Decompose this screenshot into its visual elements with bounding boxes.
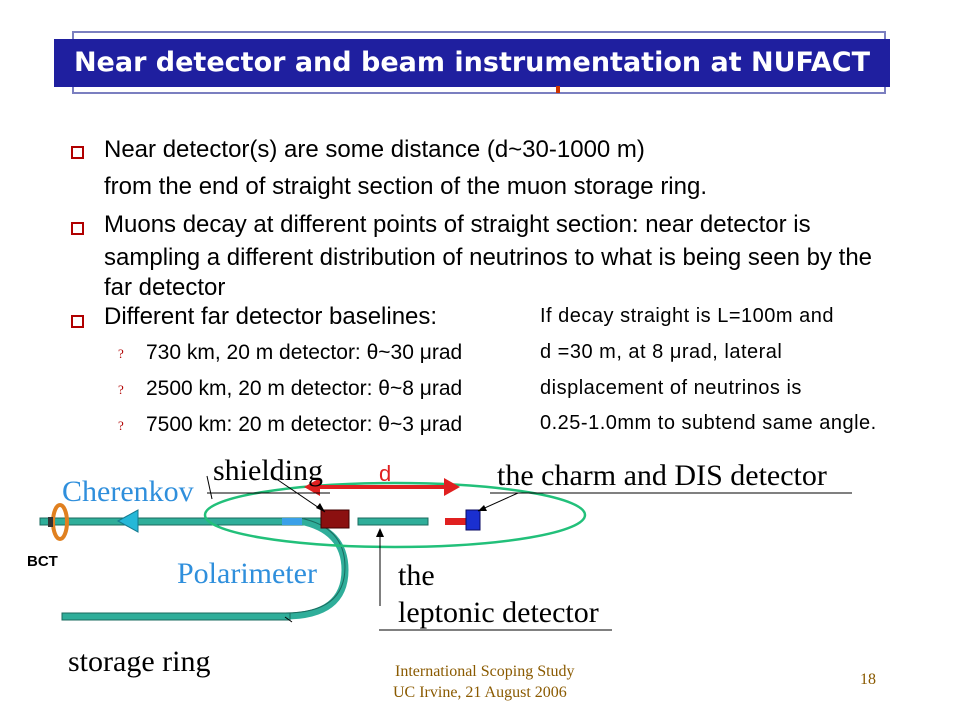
footer-date: UC Irvine, 21 August 2006 <box>393 684 567 701</box>
note-line-2: d =30 m, at 8 μrad, lateral <box>540 341 783 363</box>
shield-block <box>321 510 349 528</box>
charm-detector-label: the charm and DIS detector <box>497 459 827 492</box>
sub-marker-3: ? <box>118 418 124 433</box>
note-line-4: 0.25-1.0mm to subtend same angle. <box>540 412 877 434</box>
ring-marker <box>282 518 302 525</box>
leptonic-label-line-1: the <box>398 559 435 592</box>
baseline-item-2: 2500 km, 20 m detector: θ~8 μrad <box>146 377 463 400</box>
slide-title: Near detector and beam instrumentation at NUFACT <box>54 39 890 87</box>
cherenkov-detector <box>118 510 138 532</box>
sub-marker-2: ? <box>118 382 124 397</box>
note-line-3: displacement of neutrinos is <box>540 377 802 399</box>
pipe-segment <box>358 518 428 525</box>
red-target <box>445 518 467 525</box>
footer-event: International Scoping Study <box>395 663 575 680</box>
bullet-2-line-1: Muons decay at different points of straight section: near detector is <box>104 211 811 238</box>
arrow-right <box>444 478 460 496</box>
leptonic-label-line-2: leptonic detector <box>398 596 599 629</box>
note-line-1: If decay straight is L=100m and <box>540 305 834 327</box>
bullet-2-line-2: sampling a different distribution of neutrinos to what is being seen by the <box>104 244 873 271</box>
polarimeter-label: Polarimeter <box>177 557 317 590</box>
storage-ring-label: storage ring <box>68 645 211 678</box>
bullet-3-line-1: Different far detector baselines: <box>104 303 438 330</box>
charm-detector <box>466 510 480 530</box>
page-number: 18 <box>860 671 876 688</box>
cherenkov-label: Cherenkov <box>62 475 194 508</box>
baseline-item-1: 730 km, 20 m detector: θ~30 μrad <box>146 341 463 364</box>
bullet-1-line-1: Near detector(s) are some distance (d~30-1000 m) <box>104 136 645 163</box>
return-pipe <box>62 613 290 620</box>
sub-marker-1: ? <box>118 346 124 361</box>
baseline-item-3: 7500 km: 20 m detector: θ~3 μrad <box>146 413 463 436</box>
shielding-label: shielding <box>213 454 323 487</box>
bullet-1-line-2: from the end of straight section of the muon storage ring. <box>104 173 707 200</box>
distance-label: d <box>379 461 392 486</box>
bullet-2-line-3: far detector <box>104 274 226 301</box>
bct-label: BCT <box>27 553 58 570</box>
